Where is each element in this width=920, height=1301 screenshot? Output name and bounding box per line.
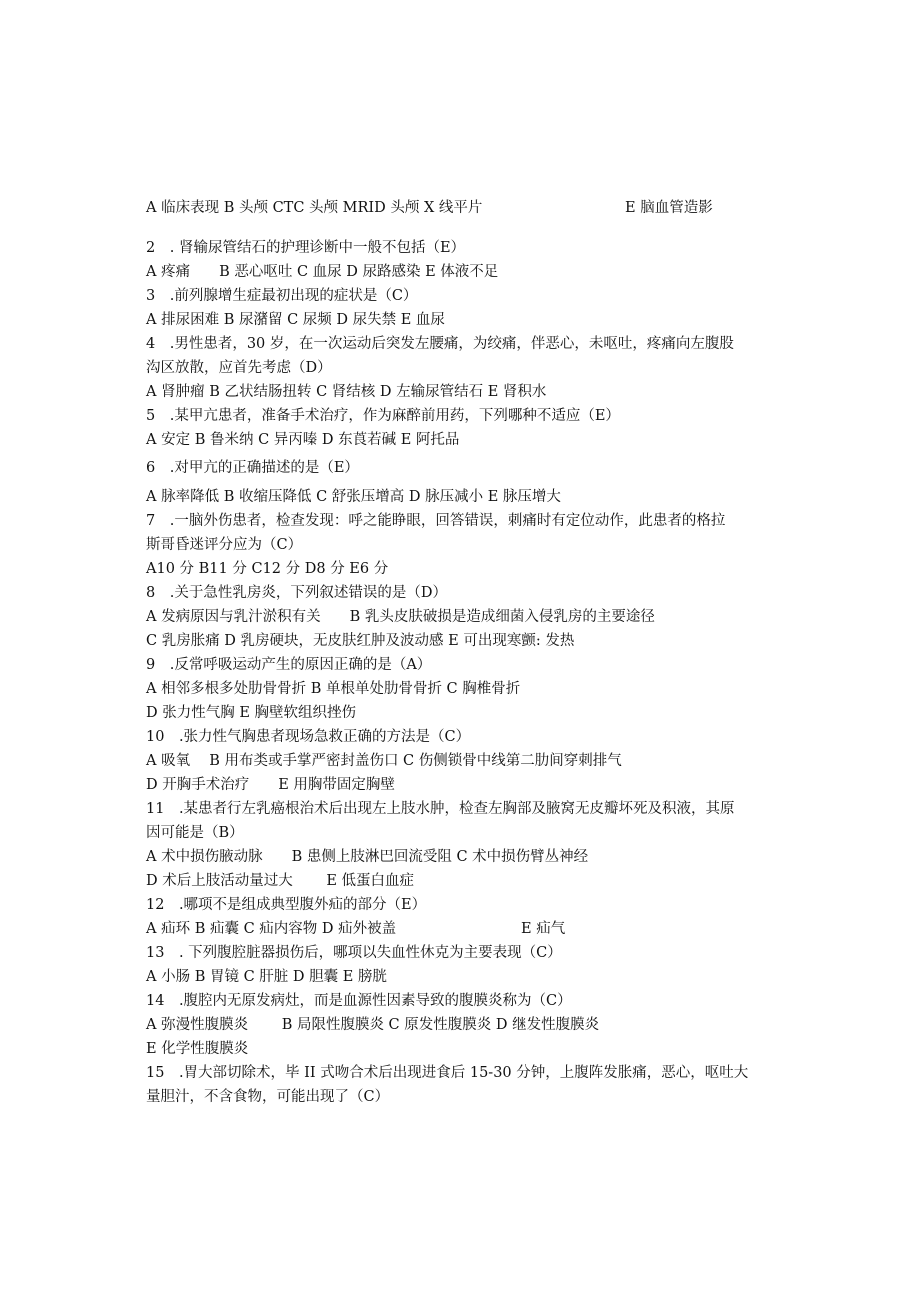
q4-options: A 肾肿瘤 B 乙状结肠扭转 C 肾结核 D 左输尿管结石 E 肾积水 bbox=[146, 384, 547, 400]
q11-options-line1: A 术中损伤腋动脉 B 患侧上肢淋巴回流受阻 C 术中损伤臂丛神经 bbox=[146, 849, 589, 865]
q11-options-line2: D 术后上肢活动量过大 E 低蛋白血症 bbox=[146, 873, 415, 889]
q6-options: A 脉率降低 B 收缩压降低 C 舒张压增高 D 脉压减小 E 脉压增大 bbox=[146, 489, 561, 505]
q8-options-line2: C 乳房胀痛 D 乳房硬块，无皮肤红肿及波动感 E 可出现寒颤: 发热 bbox=[146, 633, 575, 649]
q1-options: A 临床表现 B 头颅 CTC 头颅 MRID 头颅 X 线平片 bbox=[146, 200, 483, 216]
q7-options: A10 分 B11 分 C12 分 D8 分 E6 分 bbox=[146, 561, 389, 577]
q11-question-line1: 11 .某患者行左乳癌根治术后出现左上肢水肿，检查左胸部及腋窝无皮瓣坏死及积液，其原 bbox=[146, 801, 735, 817]
q15-question-line2: 量胆汁，不含食物，可能出现了（C） bbox=[146, 1089, 390, 1105]
q2-question: 2 . 肾输尿管结石的护理诊断中一般不包括（E） bbox=[146, 240, 466, 256]
q2-options: A 疼痛 B 恶心呕吐 C 血尿 D 尿路感染 E 体液不足 bbox=[146, 264, 499, 280]
q3-question: 3 .前列腺增生症最初出现的症状是（C） bbox=[146, 288, 418, 304]
q5-options: A 安定 B 鲁米纳 C 异丙嗪 D 东莨若碱 E 阿托品 bbox=[146, 432, 460, 448]
q5-question: 5 .某甲亢患者，准备手术治疗，作为麻醉前用药，下列哪种不适应（E） bbox=[146, 408, 620, 424]
q13-question: 13 . 下列腹腔脏器损伤后，哪项以失血性休克为主要表现（C） bbox=[146, 945, 562, 961]
q4-question-line2: 沟区放散，应首先考虑（D） bbox=[146, 360, 332, 376]
q12-question: 12 .哪项不是组成典型腹外疝的部分（E） bbox=[146, 897, 427, 913]
q9-question: 9 .反常呼吸运动产生的原因正确的是（A） bbox=[146, 657, 432, 673]
q14-options-line2: E 化学性腹膜炎 bbox=[146, 1041, 249, 1057]
q12-option-e: E 疝气 bbox=[521, 921, 566, 937]
q9-options-line2: D 张力性气胸 E 胸壁软组织挫伤 bbox=[146, 705, 357, 721]
q10-question: 10 .张力性气胸患者现场急救正确的方法是（C） bbox=[146, 729, 471, 745]
q10-options-line1: A 吸氧 B 用布类或手掌严密封盖伤口 C 伤侧锁骨中线第二肋间穿刺排气 bbox=[146, 753, 622, 769]
q14-options-line1: A 弥漫性腹膜炎 B 局限性腹膜炎 C 原发性腹膜炎 D 继发性腹膜炎 bbox=[146, 1017, 600, 1033]
q10-options-line2: D 开胸手术治疗 E 用胸带固定胸壁 bbox=[146, 777, 395, 793]
q13-options: A 小肠 B 胃镜 C 肝脏 D 胆囊 E 膀胱 bbox=[146, 969, 387, 985]
q11-question-line2: 因可能是（B） bbox=[146, 825, 244, 841]
q14-question: 14 .腹腔内无原发病灶，而是血源性因素导致的腹膜炎称为（C） bbox=[146, 993, 572, 1009]
q12-options: A 疝环 B 疝囊 C 疝内容物 D 疝外被盖 bbox=[146, 921, 397, 937]
q1-option-e: E 脑血管造影 bbox=[625, 200, 713, 216]
q7-question-line2: 斯哥昏迷评分应为（C） bbox=[146, 537, 303, 553]
q3-options: A 排尿困难 B 尿潴留 C 尿频 D 尿失禁 E 血尿 bbox=[146, 312, 445, 328]
q8-options-line1: A 发病原因与乳汁淤积有关 B 乳头皮肤破损是造成细菌入侵乳房的主要途径 bbox=[146, 609, 655, 625]
q9-options-line1: A 相邻多根多处肋骨骨折 B 单根单处肋骨骨折 C 胸椎骨折 bbox=[146, 681, 521, 697]
q4-question-line1: 4 .男性患者，30 岁，在一次运动后突发左腰痛，为绞痛，伴恶心，未呕吐，疼痛向左腹股 bbox=[146, 336, 734, 352]
q7-question-line1: 7 .一脑外伤患者，检查发现：呼之能睁眼，回答错误，刺痛时有定位动作，此患者的格拉 bbox=[146, 513, 726, 529]
q6-question: 6 .对甲亢的正确描述的是（E） bbox=[146, 460, 359, 476]
q15-question-line1: 15 .胃大部切除术，毕 II 式吻合术后出现进食后 15-30 分钟，上腹阵发胀痛，恶心，呕吐大 bbox=[146, 1065, 749, 1081]
q8-question: 8 .关于急性乳房炎，下列叙述错误的是（D） bbox=[146, 585, 447, 601]
